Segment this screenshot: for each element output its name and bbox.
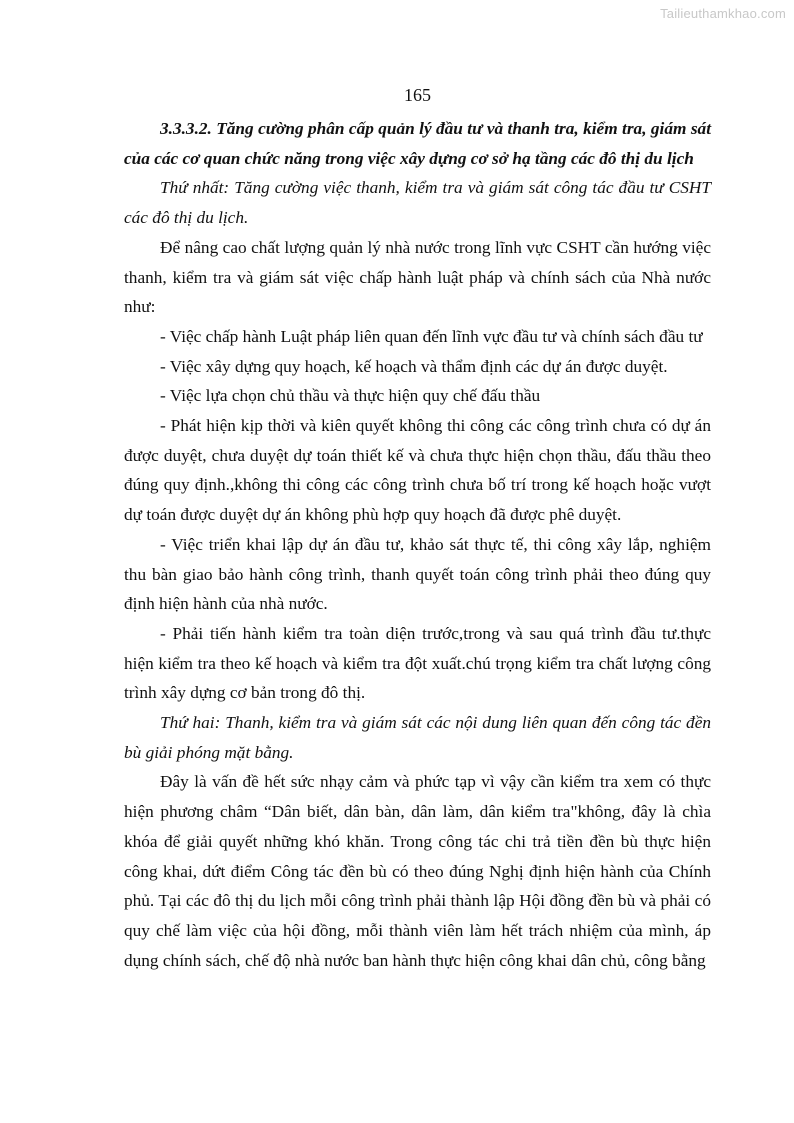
list-item: - Phát hiện kịp thời và kiên quyết không thi công các công trình chưa có dự án được duyệt, chưa duyệt dự toán thiết kế và chưa thực hiện chọn thầu, đấu thầu theo đúng quy định.,không thi công các công trình chưa bố trí trong kế hoạch hoặc vượt dự toán được duyệt dự án không phù hợp quy hoạch đã được phê duyệt. bbox=[124, 416, 711, 525]
paragraph-body: Đây là vấn đề hết sức nhạy cảm và phức tạp vì vậy cần kiểm tra xem có thực hiện phương châm “Dân biết, dân bàn, dân làm, dân kiểm tra"không, đây là chìa khóa để giải quyết những khó khăn. Trong công tác chi trả tiền đền bù thực hiện công khai, dứt điểm Công tác đền bù có theo đúng Nghị định hiện hành của Chính phủ. Tại các đô thị du lịch mỗi công trình phải thành lập Hội đồng đền bù và phải có quy chế làm việc của hội đồng, mỗi thành viên làm hết trách nhiệm của mình, áp dụng chính sách, chế độ nhà nước ban hành thực hiện công khai dân chủ, công bằng bbox=[124, 772, 711, 970]
paragraph-first-point: Thứ nhất: Tăng cường việc thanh, kiểm tra và giám sát công tác đầu tư CSHT các đô thị du lịch. bbox=[124, 178, 711, 228]
paragraph-second-point: Thứ hai: Thanh, kiểm tra và giám sát các nội dung liên quan đến công tác đền bù giải phóng mặt bằng. bbox=[124, 713, 711, 762]
document-page bbox=[124, 82, 711, 975]
section-heading: 3.3.3.2. Tăng cường phân cấp quản lý đầu tư và thanh tra, kiểm tra, giám sát của các cơ quan chức năng trong việc xây dựng cơ sở hạ tầng các đô thị du lịch bbox=[124, 119, 711, 168]
page-number: 165 bbox=[404, 85, 431, 105]
list-item: - Việc lựa chọn chủ thầu và thực hiện quy chế đấu thầu bbox=[160, 386, 541, 406]
list-item: - Phải tiến hành kiểm tra toàn diện trước,trong và sau quá trình đầu tư.thực hiện kiểm tra theo kế hoạch và kiểm tra đột xuất.chú trọng kiểm tra chất lượng công trình xây dựng cơ bản trong đô thị. bbox=[124, 623, 711, 703]
list-item: - Việc chấp hành Luật pháp liên quan đến lĩnh vực đầu tư và chính sách đầu tư bbox=[160, 326, 703, 346]
list-item: - Việc xây dựng quy hoạch, kế hoạch và thẩm định các dự án được duyệt. bbox=[160, 356, 668, 376]
watermark: Tailieuthamkhao.com bbox=[660, 6, 786, 21]
paragraph-intro: Để nâng cao chất lượng quản lý nhà nước trong lĩnh vực CSHT cần hướng việc thanh, kiểm tra và giám sát việc chấp hành luật pháp và chính sách của Nhà nước như: bbox=[124, 237, 711, 317]
list-item: - Việc triển khai lập dự án đầu tư, khảo sát thực tế, thi công xây lắp, nghiệm thu bàn giao bảo hành công trình, thanh quyết toán công trình phải theo đúng quy định hiện hành của nhà nước. bbox=[124, 534, 711, 614]
